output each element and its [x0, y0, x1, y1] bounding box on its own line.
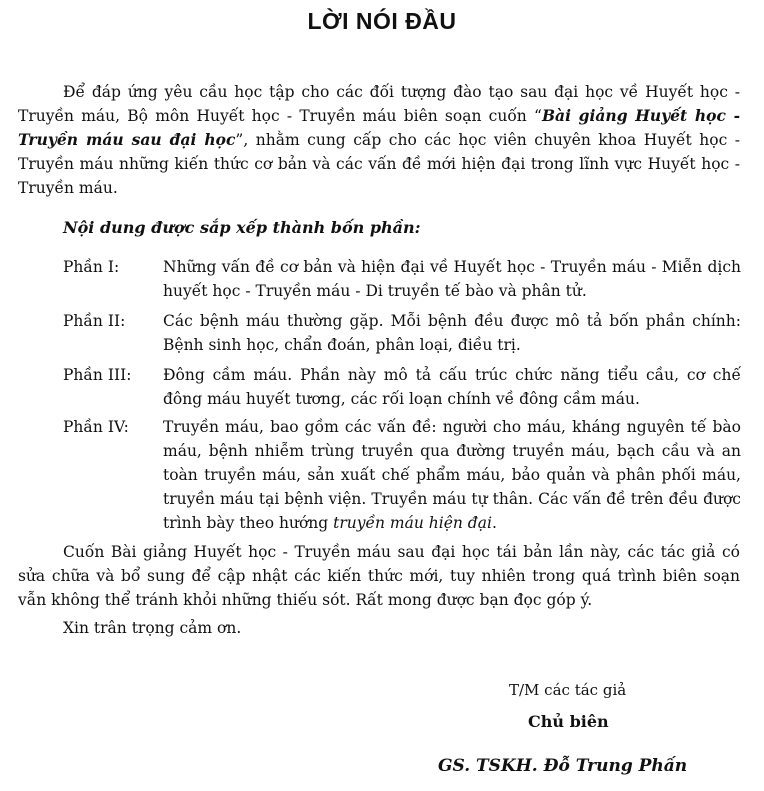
part-label: Phần III: [63, 366, 132, 384]
part-text-emphasis: truyền máu hiện đại [333, 514, 492, 532]
part-text: Đông cầm máu. Phần này mô tả cấu trúc chức năng tiểu cầu, cơ chế đông máu huyết tương, các rối loạn chính về đông cầm máu. [163, 366, 741, 408]
part-item [63, 363, 743, 411]
part-item [63, 255, 743, 303]
part-item [63, 415, 743, 535]
part-text [163, 415, 741, 535]
part-text-tail: . [491, 514, 497, 532]
part-text: Các bệnh máu thường gặp. Mỗi bệnh đều được mô tả bốn phần chính: Bệnh sinh học, chẩn đoán, phân loại, điều trị. [163, 312, 741, 354]
part-text-main: Truyền máu, bao gồm các vấn đề: người cho máu, kháng nguyên tế bào máu, bệnh nhiễm trùng truyền qua đường truyền máu, bạch cầu và an toàn truyền máu, sản xuất chế phẩm máu, bảo quản và phân phối máu, truyền máu tại bệnh viện. Truyền máu tự thân. Các vấn đề trên đều được trình bày theo hướng [163, 418, 741, 532]
part-label: Phần IV: [63, 418, 129, 436]
book-title: Bài giảng Huyết học - Truyền máu sau đại học [18, 106, 740, 149]
signature-on-behalf: T/M các tác giả [509, 681, 627, 699]
contents-heading: Nội dung được sắp xếp thành bốn phần: [63, 218, 421, 237]
page-title: LỜI NÓI ĐẦU [307, 8, 457, 34]
part-item [63, 309, 743, 357]
part-label: Phần II: [63, 312, 126, 330]
signature-name: GS. TSKH. Đỗ Trung Phấn [438, 756, 688, 776]
part-text: Những vấn đề cơ bản và hiện đại về Huyết học - Truyền máu - Miễn dịch huyết học - Truyền máu - Di truyền tế bào và phân tử. [163, 258, 741, 300]
reprint-paragraph: Cuốn Bài giảng Huyết học - Truyền máu sau đại học tái bản lần này, các tác giả có sửa chữa và bổ sung để cập nhật các kiến thức mới, tuy nhiên trong quá trình biên soạn vẫn không thể tránh khỏi những thiếu sót. Rất mong được bạn đọc góp ý. [18, 543, 740, 609]
intro-text-start: Để đáp ứng yêu cầu học tập cho các đối tượng đào tạo sau đại học về Huyết học - Truyền máu, Bộ môn Huyết học - Truyền máu biên soạn cuốn “ [18, 83, 740, 125]
intro-paragraph [18, 80, 740, 200]
part-label: Phần I: [63, 258, 120, 276]
signature-role: Chủ biên [528, 712, 609, 731]
intro-text-end: ”, nhằm cung cấp cho các học viên chuyên khoa Huyết học - Truyền máu những kiến thức cơ bản và các vấn đề mới hiện đại trong lĩnh vực Huyết học - Truyền máu. [18, 131, 740, 197]
closing-line: Xin trân trọng cảm ơn. [63, 619, 242, 637]
